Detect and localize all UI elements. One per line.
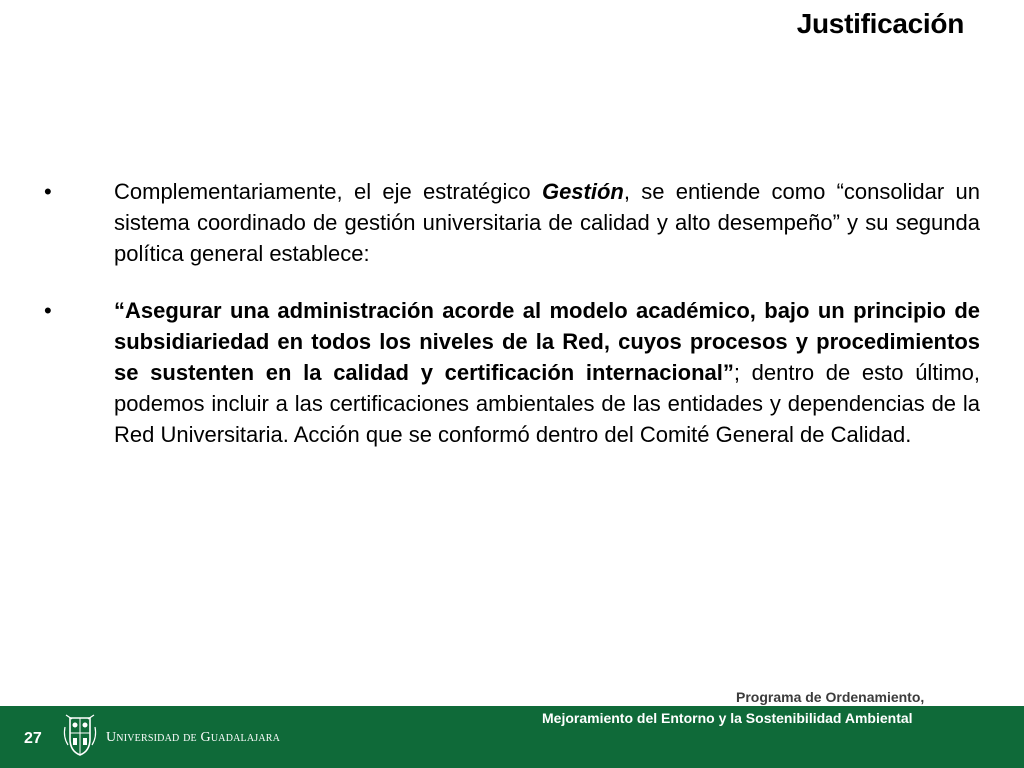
- bullet-marker: •: [44, 298, 52, 323]
- bullet-list: [44, 176, 980, 476]
- university-seal-icon: [62, 713, 98, 757]
- page-number: 27: [24, 730, 42, 747]
- bullet-paragraph: [114, 176, 980, 269]
- slide-title: Justificación: [796, 8, 964, 39]
- bullet-text-end: , se entiende como “consolidar un sistema coordinado de gestión universitaria de calidad y alto desempeño” y su segunda política general establece:: [114, 179, 980, 266]
- bullet-emphasis: Gestión: [541, 179, 624, 204]
- university-name: Universidad de Guadalajara: [106, 730, 281, 745]
- bullet-item: [44, 176, 980, 269]
- bullet-text-start: Complementariamente, el eje estratégico: [114, 179, 542, 204]
- bullet-bold-quote: “Asegurar una administración acorde al modelo académico, bajo un principio de subsidiariedad en todos los niveles de la Red, cuyos procesos y procedimientos se sustenten en la calidad y certificación internacional”: [114, 298, 980, 385]
- bullet-marker: •: [44, 179, 52, 204]
- program-title-line-1: Programa de Ordenamiento,: [736, 689, 925, 705]
- program-title-line-2: Mejoramiento del Entorno y la Sostenibilidad Ambiental: [542, 710, 913, 726]
- bullet-text-end: ; dentro de esto último, podemos incluir a las certificaciones ambientales de las entidades y dependencias de la Red Universitaria. Acción que se conformó dentro del Comité General de Calidad.: [114, 360, 980, 447]
- bullet-item: [44, 295, 980, 450]
- bullet-paragraph: [114, 295, 980, 450]
